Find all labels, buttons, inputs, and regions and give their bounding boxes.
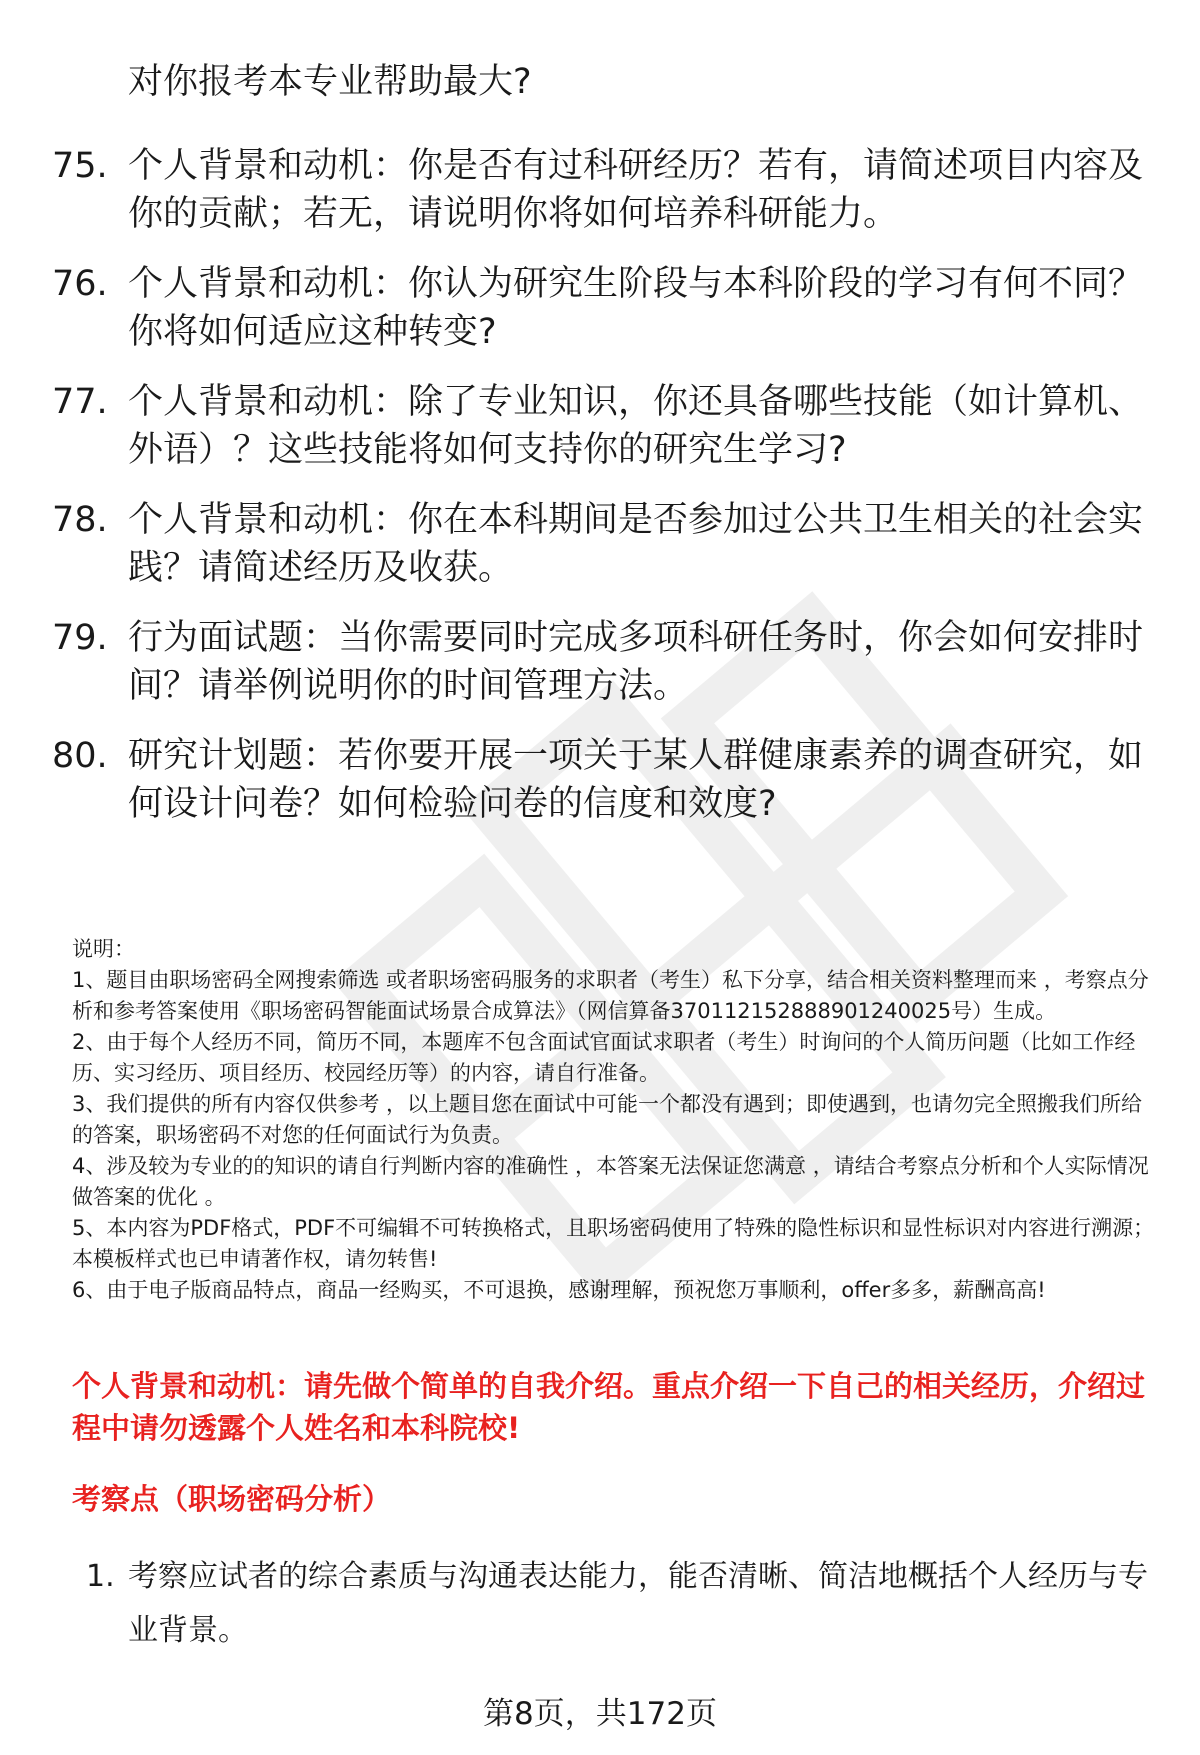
notes-section xyxy=(72,934,1162,1306)
note-item: 4、涉及较为专业的的知识的请自行判断内容的准确性 ，本答案无法保证您满意 ，请结合考察点分析和个人实际情况做答案的优化 。 xyxy=(72,1154,1149,1209)
question-text: 个人背景和动机：你认为研究生阶段与本科阶段的学习有何不同？你将如何适应这种转变? xyxy=(128,264,1144,352)
question-number: 75. xyxy=(52,146,108,186)
question-text: 个人背景和动机：除了专业知识，你还具备哪些技能（如计算机、外语）？这些技能将如何支持你的研究生学习? xyxy=(128,382,1144,470)
question-continuation: 对你报考本专业帮助最大? xyxy=(128,62,532,102)
question-number: 79. xyxy=(52,618,108,658)
analysis-point-text: 考察应试者的综合素质与沟通表达能力，能否清晰、简洁地概括个人经历与专业背景。 xyxy=(128,1559,1148,1648)
notes-title: 说明： xyxy=(72,937,135,961)
question-number: 77. xyxy=(52,382,108,422)
question-item xyxy=(52,732,1152,828)
featured-question: 个人背景和动机：请先做个简单的自我介绍。重点介绍一下自己的相关经历，介绍过程中请勿透露个人姓名和本科院校! xyxy=(72,1369,1146,1445)
question-text: 个人背景和动机：你是否有过科研经历？若有，请简述项目内容及你的贡献；若无，请说明你将如何培养科研能力。 xyxy=(128,146,1144,234)
question-text: 研究计划题：若你要开展一项关于某人群健康素养的调查研究，如何设计问卷？如何检验问卷的信度和效度? xyxy=(128,736,1144,824)
question-item xyxy=(52,260,1152,356)
note-item: 2、由于每个人经历不同，简历不同，本题库不包含面试官面试求职者（考生）时询问的个人简历问题（比如工作经历、实习经历、项目经历、校园经历等）的内容，请自行准备。 xyxy=(72,1030,1136,1085)
question-number: 78. xyxy=(52,500,108,540)
note-item: 6、由于电子版商品特点，商品一经购买，不可退换，感谢理解，预祝您万事顺利，offer多多，薪酬高高! xyxy=(72,1278,1046,1302)
question-item xyxy=(52,142,1152,238)
page-footer: 第8页，共172页 xyxy=(483,1696,717,1732)
question-text: 行为面试题：当你需要同时完成多项科研任务时，你会如何安排时间？请举例说明你的时间管理方法。 xyxy=(128,618,1144,706)
analysis-point-number: 1. xyxy=(86,1559,115,1594)
note-item: 5、本内容为PDF格式，PDF不可编辑不可转换格式，且职场密码使用了特殊的隐性标识和显性标识对内容进行溯源；本模板样式也已申请著作权，请勿转售! xyxy=(72,1216,1155,1271)
note-item: 3、我们提供的所有内容仅供参考 ，以上题目您在面试中可能一个都没有遇到；即使遇到，也请勿完全照搬我们所给的答案，职场密码不对您的任何面试行为负责。 xyxy=(72,1092,1143,1147)
analysis-point xyxy=(86,1550,1166,1658)
question-text: 个人背景和动机：你在本科期间是否参加过公共卫生相关的社会实践？请简述经历及收获。 xyxy=(128,500,1144,588)
question-number: 76. xyxy=(52,264,108,304)
question-item xyxy=(52,496,1152,592)
analysis-points xyxy=(86,1550,1166,1658)
question-number: 80. xyxy=(52,736,108,776)
question-item xyxy=(52,614,1152,710)
note-item: 1、题目由职场密码全网搜索筛选 或者职场密码服务的求职者（考生）私下分享，结合相关资料整理而来 ，考察点分析和参考答案使用《职场密码智能面试场景合成算法》（网信算备370112152888901240025号）生成。 xyxy=(72,968,1149,1023)
question-item xyxy=(52,378,1152,474)
question-list xyxy=(52,142,1152,828)
analysis-heading: 考察点（职场密码分析） xyxy=(72,1482,392,1516)
